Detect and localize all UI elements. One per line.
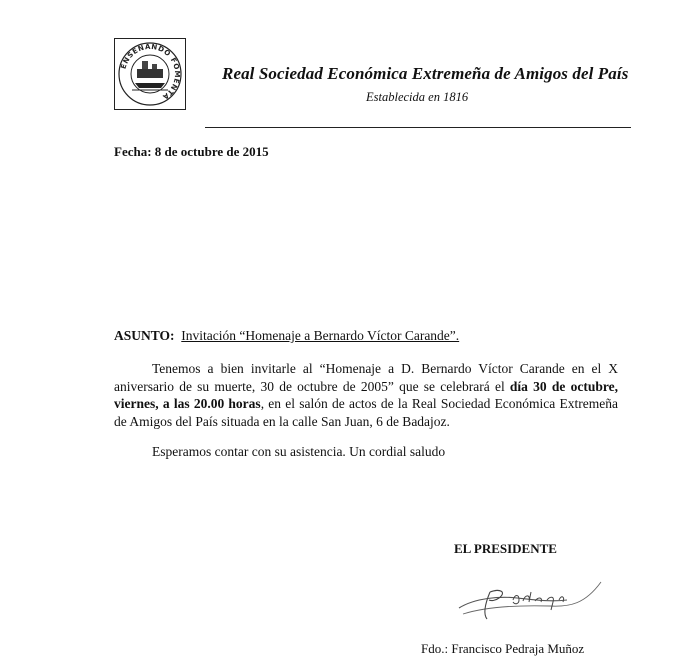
signer-title: EL PRESIDENTE (454, 541, 557, 556)
invitation-paragraph (114, 360, 618, 430)
signer-name: Fdo.: Francisco Pedraja Muñoz (421, 641, 585, 656)
paragraph-event-time: día 30 de octubre, viernes, a las 20.00 horas (114, 378, 618, 412)
subject-label: ASUNTO (114, 328, 171, 343)
signature-scribble-icon (455, 574, 605, 624)
subject-value: Invitación “Homenaje a Bernardo Víctor Carande”. (181, 328, 460, 343)
subject-separator: : (170, 328, 175, 343)
subject-line (114, 328, 459, 344)
date-line: Fecha: 8 de octubre de 2015 (114, 144, 269, 159)
handwritten-signature (455, 574, 605, 624)
header-divider (205, 127, 631, 128)
paragraph-text-part2: , en el salón de actos de la Real Sociedad Económica Extremeña de Amigos del País situada en la calle San Juan, 6 de Badajoz. (114, 396, 618, 429)
organization-name: Real Sociedad Económica Extremeña de Amigos del País (222, 64, 629, 83)
svg-text:ENSEÑANDO FOMENTA: ENSEÑANDO FOMENTA (119, 42, 182, 102)
established-line: Establecida en 1816 (366, 90, 469, 104)
paragraph-text-part1: Tenemos a bien invitarle al “Homenaje a D. Bernardo Víctor Carande en el X aniversario de su muerte, 30 de octubre de 2005” que se celebrará el (114, 361, 618, 394)
seal-emblem-icon (115, 39, 185, 109)
closing-line: Esperamos contar con su asistencia. Un cordial saludo (152, 444, 446, 459)
society-seal (114, 38, 186, 110)
